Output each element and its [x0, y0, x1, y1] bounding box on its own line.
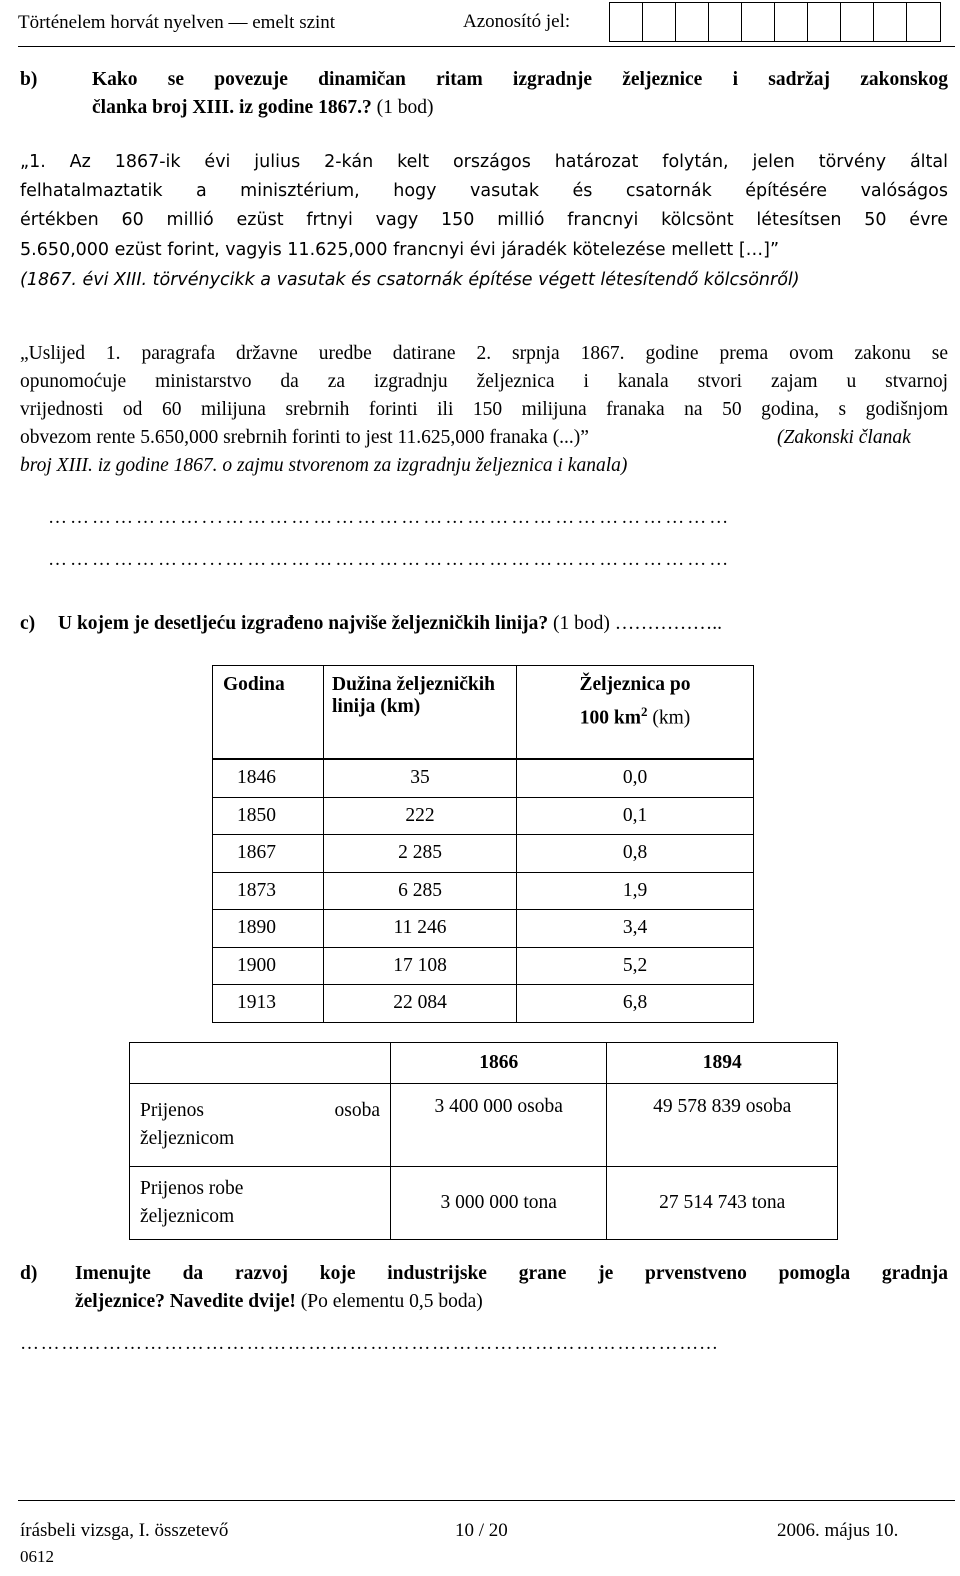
source-hu-line1: „1. Az 1867-ik évi julius 2-kán kelt országos határozat folytán, jelen törvény által: [20, 152, 948, 172]
railway-length-table: [212, 665, 754, 1023]
answer-line-b2[interactable]: …………………...……………………………………………………………: [48, 549, 732, 570]
source-hr-line4a: obvezom rente 5.650,000 srebrnih forinti to jest 11.625,000 franaka (...)”: [20, 427, 589, 448]
footer-code: 0612: [20, 1547, 54, 1566]
table-cell: 6 285: [324, 872, 517, 910]
table-cell: 5,2: [517, 947, 754, 985]
footer-rule: [18, 1500, 955, 1501]
source-hu-citation: (1867. évi XIII. törvénycikk a vasutak és csatornák építése végett létesítendő kölcsönről): [20, 270, 800, 290]
table-cell: 3 400 000 osoba: [391, 1084, 607, 1167]
id-box[interactable]: [643, 3, 676, 41]
footer-exam-name: írásbeli vizsga, I. összetevő: [20, 1520, 229, 1541]
table-cell: 11 246: [324, 910, 517, 948]
source-hr-line1: „Uslijed 1. paragrafa državne uredbe datirane 2. srpnja 1867. godine prema ovom zakonu se: [20, 343, 948, 364]
question-d-points: (Po elementu 0,5 boda): [300, 1291, 483, 1312]
question-b-label: b): [20, 69, 38, 90]
id-label: Azonosító jel:: [463, 11, 571, 32]
source-hu-line2: felhatalmaztatik a minisztérium, hogy vasutak és csatornák építésére valóságos: [20, 181, 948, 201]
table-cell: 1913: [213, 985, 324, 1023]
table-cell: 1900: [213, 947, 324, 985]
table-cell: 0,0: [517, 759, 754, 797]
table1-header-density: Željeznica po 100 $km^2$ (km): [517, 666, 754, 760]
table-cell: 22 084: [324, 985, 517, 1023]
footer-date: 2006. május 10.: [777, 1520, 899, 1541]
answer-line-b1[interactable]: …………………...……………………………………………………………: [48, 507, 732, 528]
page-header-title: Történelem horvát nyelven — emelt szint: [18, 12, 336, 33]
question-b-line2: članka broj XIII. iz godine 1867.? (1 bod): [92, 97, 434, 118]
source-hr-line5: broj XIII. iz godine 1867. o zajmu stvorenom za izgradnju željeznica i kanala): [20, 455, 628, 476]
question-b-line1: Kako se povezuje dinamičan ritam izgradnje željeznice i sadržaj zakonskog: [92, 69, 948, 90]
question-c-text: U kojem je desetljeću izgrađeno najviše željezničkih linija? (1 bod) ……………..: [58, 613, 722, 634]
question-c: [20, 610, 35, 638]
source-hr-line3: vrijednosti od 60 milijuna srebrnih forinti ili 150 milijuna franaka na 50 godina, s godišnjom: [20, 399, 948, 420]
table-cell: 0,1: [517, 797, 754, 835]
footer-page-number: 10 / 20: [455, 1520, 508, 1541]
header-rule: [18, 46, 955, 47]
question-d-line2: željeznice? Navedite dvije! (Po elementu 0,5 boda): [75, 1291, 483, 1312]
question-c-points: (1 bod): [553, 613, 610, 634]
id-box[interactable]: [742, 3, 775, 41]
table2-row-label-passengers: Prijenos osoba željeznicom: [130, 1084, 391, 1167]
source-hu-line4: 5.650,000 ezüst forint, vagyis 11.625,000 francnyi évi járadék kötelezése mellett […]”: [20, 240, 780, 260]
table-cell: 6,8: [517, 985, 754, 1023]
source-hr-line2: opunomoćuje ministarstvo da za izgradnju željeznica i kanala stvori zajam u stvarnoj: [20, 371, 948, 392]
id-box[interactable]: [775, 3, 808, 41]
table-cell: 3,4: [517, 910, 754, 948]
id-box[interactable]: [808, 3, 841, 41]
table-cell: 35: [324, 759, 517, 797]
table-cell: 27 514 743 tona: [607, 1167, 838, 1240]
question-b-points: (1 bod): [376, 97, 434, 118]
source-hr-line4b: (Zakonski članak: [777, 427, 911, 448]
table-cell: 2 285: [324, 835, 517, 873]
table2-row-label-goods: Prijenos robe željeznicom: [130, 1167, 391, 1240]
table2-header-1894: 1894: [607, 1043, 838, 1084]
transport-table: [129, 1042, 838, 1240]
table-cell: 1867: [213, 835, 324, 873]
table-cell: 1890: [213, 910, 324, 948]
answer-line-d[interactable]: ………………………………………………………………………………………...: [20, 1333, 719, 1354]
table-cell: 222: [324, 797, 517, 835]
question-d-line1: Imenujte da razvoj koje industrijske grane je prvenstveno pomogla gradnja: [75, 1263, 948, 1284]
id-box[interactable]: [676, 3, 709, 41]
table-cell: 1873: [213, 872, 324, 910]
table-cell: 3 000 000 tona: [391, 1167, 607, 1240]
id-box[interactable]: [841, 3, 874, 41]
table-cell: 1846: [213, 759, 324, 797]
id-box[interactable]: [610, 3, 643, 41]
table-cell: 0,8: [517, 835, 754, 873]
table2-header-1866: 1866: [391, 1043, 607, 1084]
question-b: [20, 66, 37, 94]
id-boxes[interactable]: [609, 2, 941, 42]
id-box[interactable]: [907, 3, 940, 41]
source-hu-line3: értékben 60 millió ezüst frtnyi vagy 150 millió francnyi kölcsönt létesítsen 50 évre: [20, 210, 948, 230]
table-cell: 1,9: [517, 872, 754, 910]
table-cell: 49 578 839 osoba: [607, 1084, 838, 1167]
id-box[interactable]: [709, 3, 742, 41]
id-box[interactable]: [874, 3, 907, 41]
table1-header-year: Godina: [213, 666, 324, 760]
question-c-label: c): [20, 613, 36, 634]
question-c-answer-dots[interactable]: ……………..: [614, 613, 722, 634]
table1-header-length: Dužina željezničkih linija (km): [324, 666, 517, 760]
table-cell: 1850: [213, 797, 324, 835]
table-cell: 17 108: [324, 947, 517, 985]
table2-header-empty: [130, 1043, 391, 1084]
question-d-label: d): [20, 1263, 38, 1284]
